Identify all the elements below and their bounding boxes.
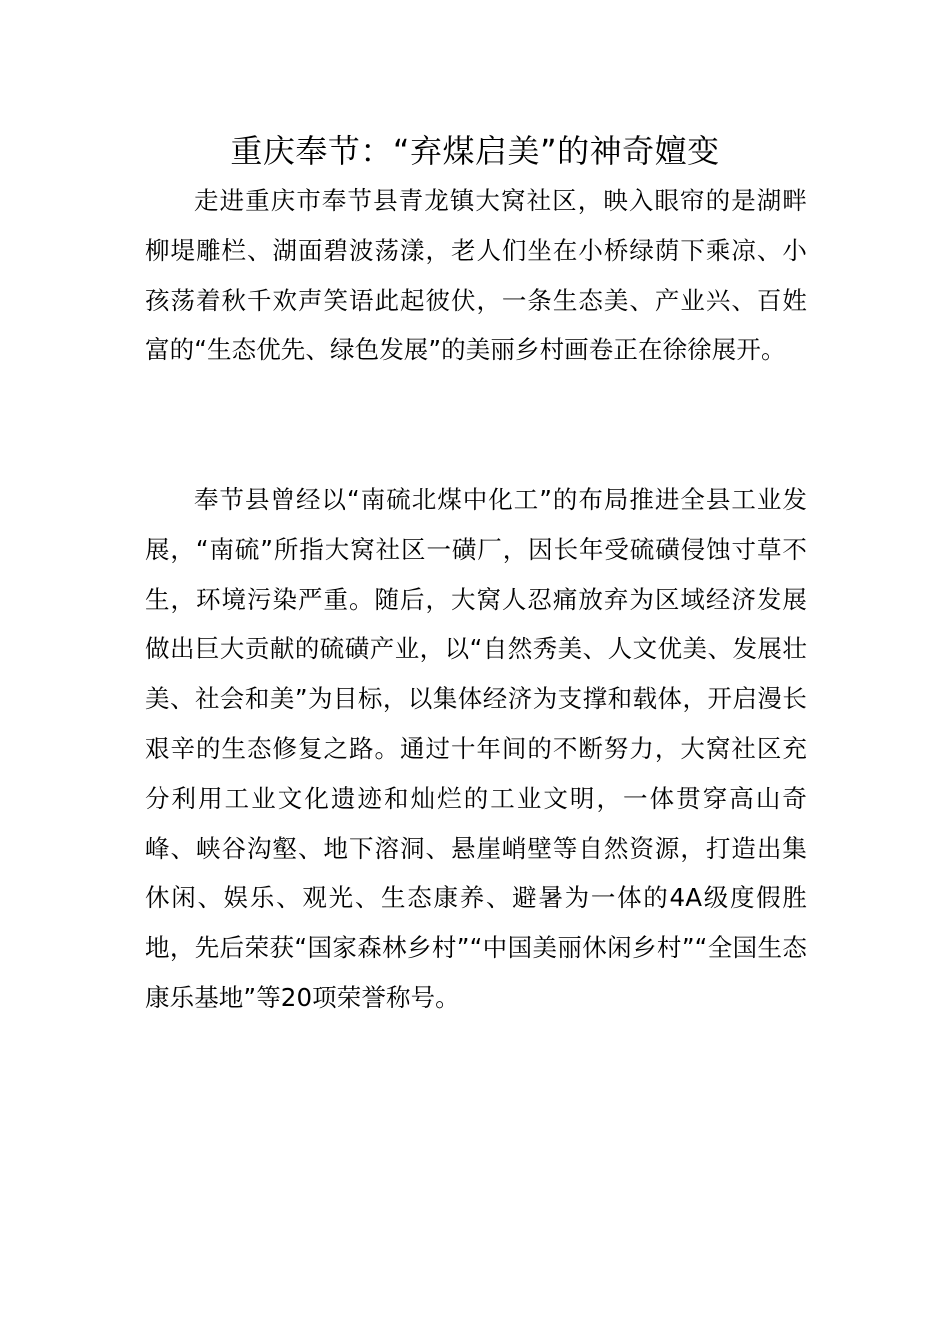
paragraph-1: 走进重庆市奉节县青龙镇大窝社区，映入眼帘的是湖畔柳堤雕栏、湖面碧波荡漾，老人们坐在小桥绿荫下乘凉、小孩荡着秋千欢声笑语此起彼伏，一条生态美、产业兴、百姓富的“生态优先、绿色发展”的美丽乡村画卷正在徐徐展开。 <box>145 186 807 365</box>
document-title: 重庆奉节：“弃煤启美”的神奇嬗变 <box>230 132 720 170</box>
paragraph-2: 奉节县曾经以“南硫北煤中化工”的布局推进全县工业发展，“南硫”所指大窝社区一磺厂，因长年受硫磺侵蚀寸草不生，环境污染严重。随后，大窝人忍痛放弃为区域经济发展做出巨大贡献的硫磺产业，以“自然秀美、人文优美、发展壮美、社会和美”为目标，以集体经济为支撑和载体，开启漫长艰辛的生态修复之路。通过十年间的不断努力，大窝社区充分利用工业文化遗迹和灿烂的工业文明，一体贯穿高山奇峰、峡谷沟壑、地下溶洞、悬崖峭壁等自然资源，打造出集休闲、娱乐、观光、生态康养、避暑为一体的4A级度假胜地，先后荣获“国家森林乡村”“中国美丽休闲乡村”“全国生态康乐基地”等20项荣誉称号。 <box>145 485 807 1012</box>
